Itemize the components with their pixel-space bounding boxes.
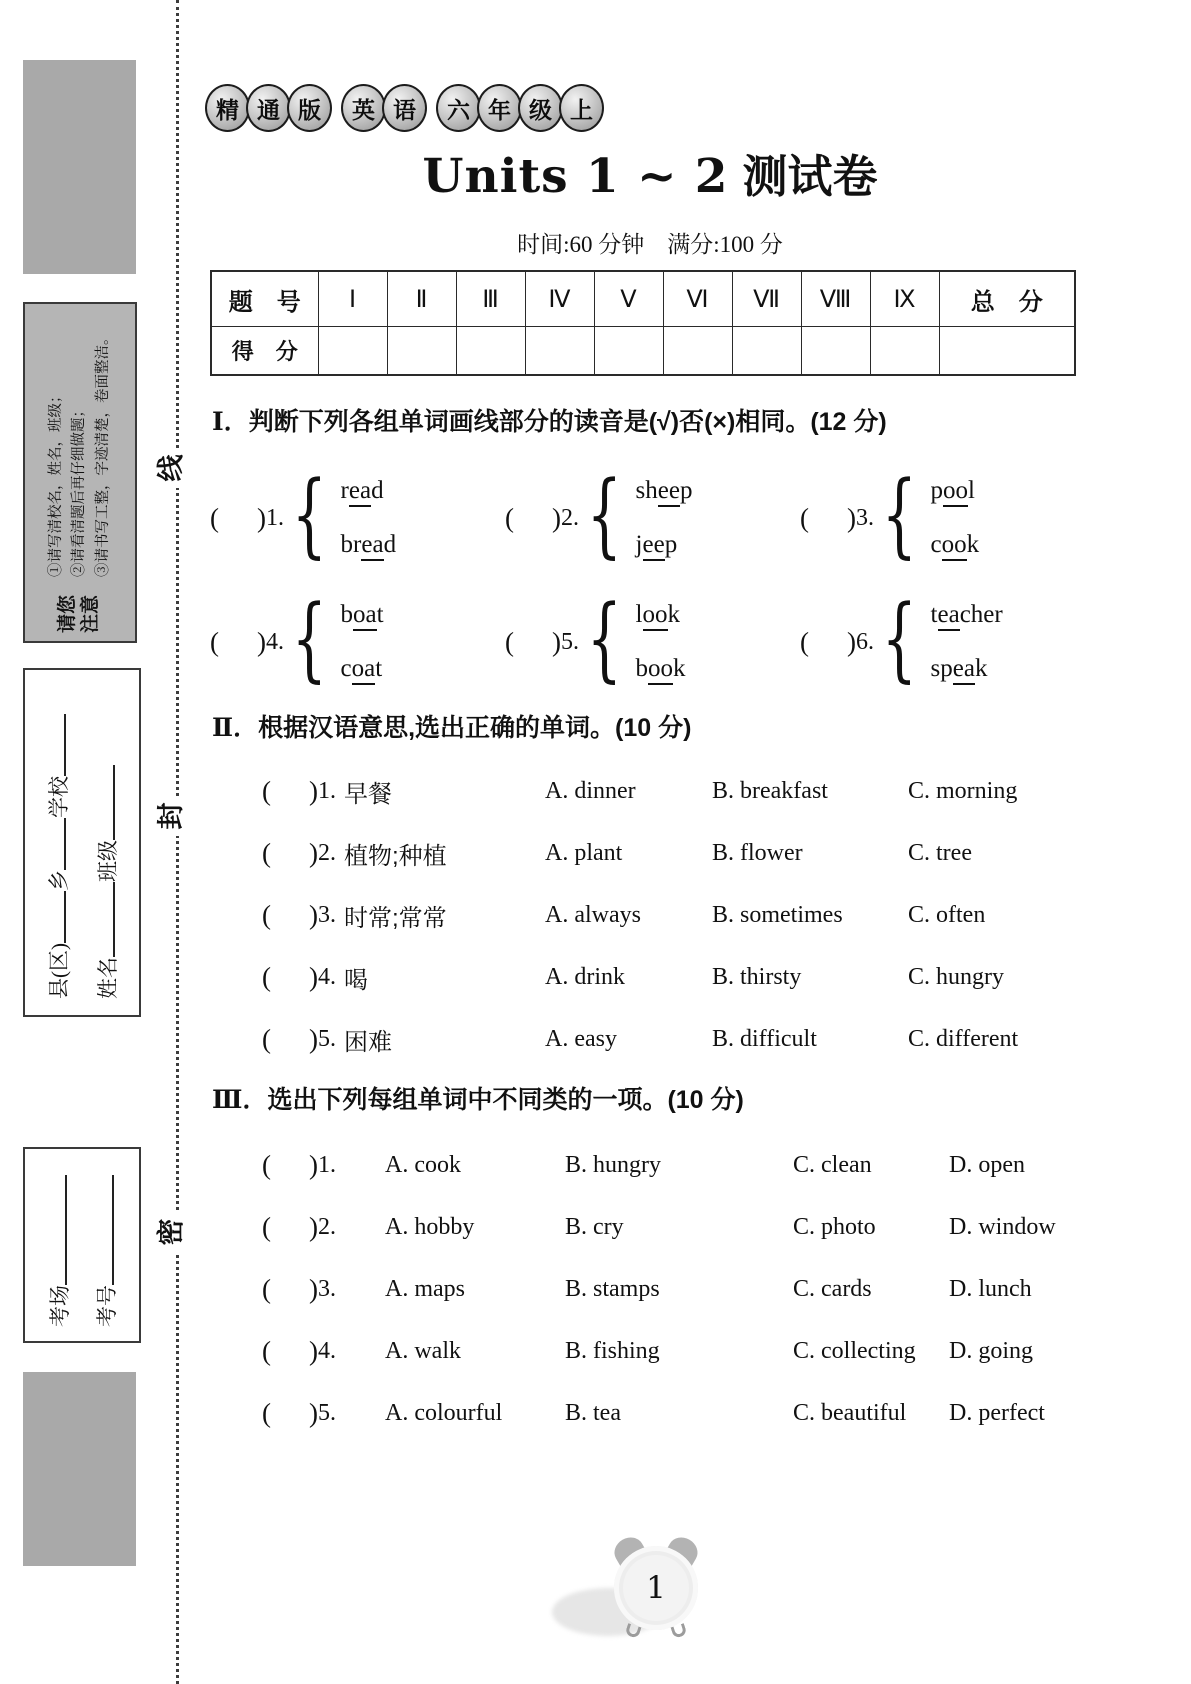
option-b: B. hungry	[565, 1151, 661, 1178]
exam-room-line	[44, 1149, 74, 1327]
pronunciation-item-1	[210, 456, 505, 580]
notice-lines	[45, 331, 115, 578]
notice-line-2: ②请看清题后再仔细做题；	[71, 403, 88, 577]
option-a: A. maps	[385, 1275, 465, 1302]
answer-bracket: ( )	[262, 899, 318, 930]
underlined-letters: oa	[353, 601, 377, 631]
item-number: 3.	[318, 1275, 336, 1302]
vocab-item-4	[210, 946, 1090, 1008]
answer-bracket: ( )	[262, 1211, 318, 1242]
underlined-letters: ea	[349, 477, 371, 507]
item-number: 2.	[561, 504, 579, 531]
brace-glyph: {	[291, 584, 327, 692]
word-pair	[341, 477, 397, 559]
col-roman-4: Ⅳ	[525, 271, 594, 327]
section-3-number: Ⅲ．	[212, 1085, 268, 1114]
vocab-item-1	[210, 760, 1090, 822]
underlined-letters: oo	[643, 601, 668, 631]
score-cell-empty	[594, 327, 663, 376]
underlined-letters: oo	[943, 477, 968, 507]
chinese-prompt: 早餐	[344, 780, 392, 808]
seal-dotted-line	[176, 0, 179, 1684]
notice-box	[23, 302, 137, 643]
page-number: 1	[623, 1555, 689, 1621]
student-info-line-2	[92, 670, 122, 999]
exam-room-blank-line	[44, 1175, 67, 1285]
word-top: boat	[341, 601, 384, 629]
score-table	[210, 270, 1076, 376]
section-2-title: 根据汉语意思,选出正确的单词。(10 分)	[258, 714, 692, 742]
answer-bracket: ( )	[262, 961, 318, 992]
open-paren: (	[800, 502, 809, 533]
col-roman-3: Ⅲ	[456, 271, 525, 327]
chinese-prompt: 喝	[344, 966, 368, 994]
student-info-content	[25, 670, 139, 1015]
answer-bracket	[210, 627, 266, 658]
item-number: 1.	[318, 1151, 336, 1178]
pronunciation-item-5	[505, 580, 800, 704]
score-table-score-row	[211, 327, 1075, 376]
word-top: pool	[931, 477, 980, 505]
odd-one-out-item-1	[210, 1134, 1110, 1196]
student-info-box	[23, 668, 141, 1017]
exam-info-content	[25, 1149, 139, 1341]
item-number: 5.	[561, 628, 579, 655]
vocab-item-5	[210, 1008, 1090, 1070]
paper-title-cn: 测试卷	[742, 151, 878, 202]
badge-coin: 年	[477, 84, 522, 132]
odd-one-out-item-5	[210, 1382, 1110, 1444]
word-pair	[341, 601, 384, 683]
option-c: C. different	[908, 1025, 1019, 1052]
notice-title: 请您注意	[57, 594, 101, 633]
close-paren: )	[552, 626, 561, 657]
word-pair	[636, 601, 686, 683]
open-paren: (	[210, 502, 219, 533]
col-roman-2: Ⅱ	[387, 271, 456, 327]
underlined-letters: oo	[648, 655, 673, 685]
open-paren: (	[505, 626, 514, 657]
option-a: A. easy	[545, 1025, 617, 1052]
brace-glyph: {	[586, 460, 622, 568]
seal-char-mi: 密	[148, 1212, 188, 1252]
word-top: look	[636, 601, 686, 629]
badge-coin: 版	[287, 84, 332, 132]
item-number: 3.	[856, 504, 874, 531]
name-blank-line	[92, 882, 115, 957]
col-roman-1: Ⅰ	[318, 271, 387, 327]
word-bottom: speak	[931, 655, 1003, 683]
underlined-letters: ee	[658, 477, 680, 507]
option-c: C. beautiful	[793, 1399, 907, 1426]
class-label: 班级	[95, 840, 120, 882]
total-score-label: 总 分	[939, 271, 1075, 327]
underlined-letters: ee	[643, 531, 665, 561]
open-paren: (	[210, 626, 219, 657]
option-d: D. window	[949, 1213, 1056, 1240]
answer-bracket: ( )	[262, 1335, 318, 1366]
col-roman-7: Ⅶ	[732, 271, 801, 327]
section-3-title: 选出下列每组单词中不同类的一项。(10 分)	[267, 1086, 744, 1114]
option-a: A. always	[545, 901, 641, 928]
brace-glyph: {	[881, 584, 917, 692]
option-c: C. morning	[908, 777, 1018, 804]
option-a: A. cook	[385, 1151, 461, 1178]
badge-coin: 语	[382, 84, 427, 132]
score-label: 得 分	[211, 327, 318, 376]
badge-coin: 级	[518, 84, 563, 132]
chinese-prompt: 困难	[344, 1028, 392, 1056]
notice-line-3: ③请书写工整，字迹清楚，卷面整洁。	[94, 330, 111, 577]
option-b: B. thirsty	[712, 963, 802, 990]
underlined-letters: oa	[352, 655, 376, 685]
name-label: 姓名	[95, 957, 120, 999]
option-d: D. going	[949, 1337, 1033, 1364]
pronunciation-item-2	[505, 456, 800, 580]
open-paren: (	[800, 626, 809, 657]
answer-bracket: ( )	[262, 837, 318, 868]
pronunciation-item-3	[800, 456, 1090, 580]
badge-coin: 精	[205, 84, 250, 132]
section-2-number: Ⅱ．	[212, 713, 259, 742]
col-roman-6: Ⅵ	[663, 271, 732, 327]
school-label: 学校	[46, 776, 71, 818]
score-cell-empty	[663, 327, 732, 376]
answer-bracket	[210, 503, 266, 534]
odd-one-out-item-4	[210, 1320, 1110, 1382]
notice-box-content	[25, 304, 135, 641]
clock-foot-right	[670, 1623, 687, 1639]
binding-block-bottom	[23, 1372, 136, 1566]
option-c: C. photo	[793, 1213, 876, 1240]
seal-char-feng: 封	[148, 796, 188, 836]
word-pair	[931, 477, 980, 559]
score-cell-empty	[456, 327, 525, 376]
score-table-header-row	[211, 271, 1075, 327]
word-bottom: jeep	[636, 531, 693, 559]
odd-one-out-item-2	[210, 1196, 1110, 1258]
score-cell-empty	[939, 327, 1075, 376]
option-b: B. stamps	[565, 1275, 660, 1302]
school-blank-line	[43, 714, 66, 776]
col-roman-8: Ⅷ	[801, 271, 870, 327]
badge-coin: 通	[246, 84, 291, 132]
odd-one-out-item-3	[210, 1258, 1110, 1320]
word-bottom: cook	[931, 531, 980, 559]
pronunciation-item-6	[800, 580, 1090, 704]
vocab-item-2	[210, 822, 1090, 884]
item-number: 5.	[318, 1025, 336, 1052]
answer-bracket: ( )	[262, 1023, 318, 1054]
answer-bracket	[505, 627, 561, 658]
option-d: D. lunch	[949, 1275, 1032, 1302]
section-2-items	[210, 760, 1090, 1070]
item-number: 3.	[318, 901, 336, 928]
close-paren: )	[552, 502, 561, 533]
close-paren: )	[257, 502, 266, 533]
county-label: 县(区)	[46, 943, 71, 999]
exam-room-label: 考场	[47, 1285, 72, 1327]
badge-coin: 上	[559, 84, 604, 132]
town-label: 乡	[46, 870, 71, 891]
option-d: D. perfect	[949, 1399, 1045, 1426]
word-pair	[636, 477, 693, 559]
exam-number-label: 考号	[94, 1285, 119, 1327]
answer-bracket: ( )	[262, 775, 318, 806]
option-c: C. clean	[793, 1151, 872, 1178]
option-a: A. drink	[545, 963, 625, 990]
close-paren: )	[847, 626, 856, 657]
close-paren: )	[257, 626, 266, 657]
county-blank-line	[43, 891, 66, 943]
underlined-letters: ea	[953, 655, 975, 685]
section-1-items	[210, 456, 1090, 704]
option-a: A. colourful	[385, 1399, 503, 1426]
option-c: C. often	[908, 901, 986, 928]
exam-info-box	[23, 1147, 141, 1343]
score-cell-empty	[870, 327, 939, 376]
option-a: A. walk	[385, 1337, 461, 1364]
word-bottom: coat	[341, 655, 384, 683]
answer-bracket	[800, 627, 856, 658]
exam-number-blank-line	[91, 1175, 114, 1285]
option-b: B. breakfast	[712, 777, 828, 804]
col-roman-9: Ⅸ	[870, 271, 939, 327]
item-number: 2.	[318, 1213, 336, 1240]
word-top: teacher	[931, 601, 1003, 629]
badge-coin: 英	[341, 84, 386, 132]
class-blank-line	[92, 765, 115, 840]
word-pair	[931, 601, 1003, 683]
badge-group-grade	[436, 84, 600, 132]
close-paren: )	[847, 502, 856, 533]
answer-bracket: ( )	[262, 1149, 318, 1180]
brace-glyph: {	[291, 460, 327, 568]
word-bottom: book	[636, 655, 686, 683]
badge-coin: 六	[436, 84, 481, 132]
option-b: B. flower	[712, 839, 803, 866]
underlined-letters: ea	[361, 531, 383, 561]
paper-subtitle: 时间:60 分钟 满分:100 分	[517, 232, 783, 257]
item-number: 5.	[318, 1399, 336, 1426]
option-c: C. collecting	[793, 1337, 916, 1364]
option-c: C. tree	[908, 839, 972, 866]
item-number: 4.	[266, 628, 284, 655]
word-bottom: bread	[341, 531, 397, 559]
brace-glyph: {	[586, 584, 622, 692]
answer-bracket	[505, 503, 561, 534]
vocab-item-3	[210, 884, 1090, 946]
seal-char-line: 线	[148, 448, 188, 488]
town-blank-line	[43, 818, 66, 870]
option-b: B. tea	[565, 1399, 621, 1426]
notice-line-1: ①请写清校名，姓名，班级；	[48, 388, 65, 577]
score-cell-empty	[801, 327, 870, 376]
exam-number-line	[91, 1149, 121, 1327]
section-3-heading	[212, 1080, 1088, 1116]
word-top: read	[341, 477, 397, 505]
open-paren: (	[505, 502, 514, 533]
question-number-label: 题 号	[211, 271, 318, 327]
col-roman-5: Ⅴ	[594, 271, 663, 327]
paper-title-units: Units 1 ~ 2	[422, 149, 729, 204]
answer-bracket	[800, 503, 856, 534]
item-number: 4.	[318, 1337, 336, 1364]
chinese-prompt: 植物;种植	[344, 842, 447, 870]
section-1-heading	[212, 402, 1088, 438]
chinese-prompt: 时常;常常	[344, 904, 447, 932]
pronunciation-item-4	[210, 580, 505, 704]
student-info-line-1	[43, 670, 73, 999]
item-number: 6.	[856, 628, 874, 655]
underlined-letters: ea	[938, 601, 960, 631]
item-number: 1.	[266, 504, 284, 531]
binding-block-top	[23, 60, 136, 274]
page-number-clock-icon	[614, 1546, 698, 1630]
option-b: B. cry	[565, 1213, 624, 1240]
option-d: D. open	[949, 1151, 1025, 1178]
score-cell-empty	[525, 327, 594, 376]
brace-glyph: {	[881, 460, 917, 568]
section-2-heading	[212, 708, 1088, 744]
score-cell-empty	[387, 327, 456, 376]
item-number: 4.	[318, 963, 336, 990]
answer-bracket: ( )	[262, 1273, 318, 1304]
badge-group-subject	[341, 84, 423, 132]
option-b: B. sometimes	[712, 901, 843, 928]
word-top: sheep	[636, 477, 693, 505]
edition-badges	[205, 84, 600, 132]
option-a: A. dinner	[545, 777, 636, 804]
answer-bracket: ( )	[262, 1397, 318, 1428]
option-c: C. cards	[793, 1275, 872, 1302]
option-a: A. plant	[545, 839, 623, 866]
underlined-letters: oo	[942, 531, 967, 561]
paper-title	[210, 140, 1090, 205]
item-number: 2.	[318, 839, 336, 866]
section-3-items	[210, 1134, 1110, 1444]
option-b: B. fishing	[565, 1337, 660, 1364]
score-cell-empty	[318, 327, 387, 376]
item-number: 1.	[318, 777, 336, 804]
score-cell-empty	[732, 327, 801, 376]
option-c: C. hungry	[908, 963, 1004, 990]
section-1-title: 判断下列各组单词画线部分的读音是(√)否(×)相同。(12 分)	[248, 408, 887, 436]
badge-group-edition	[205, 84, 328, 132]
option-b: B. difficult	[712, 1025, 817, 1052]
option-a: A. hobby	[385, 1213, 475, 1240]
section-1-number: Ⅰ．	[212, 407, 249, 436]
